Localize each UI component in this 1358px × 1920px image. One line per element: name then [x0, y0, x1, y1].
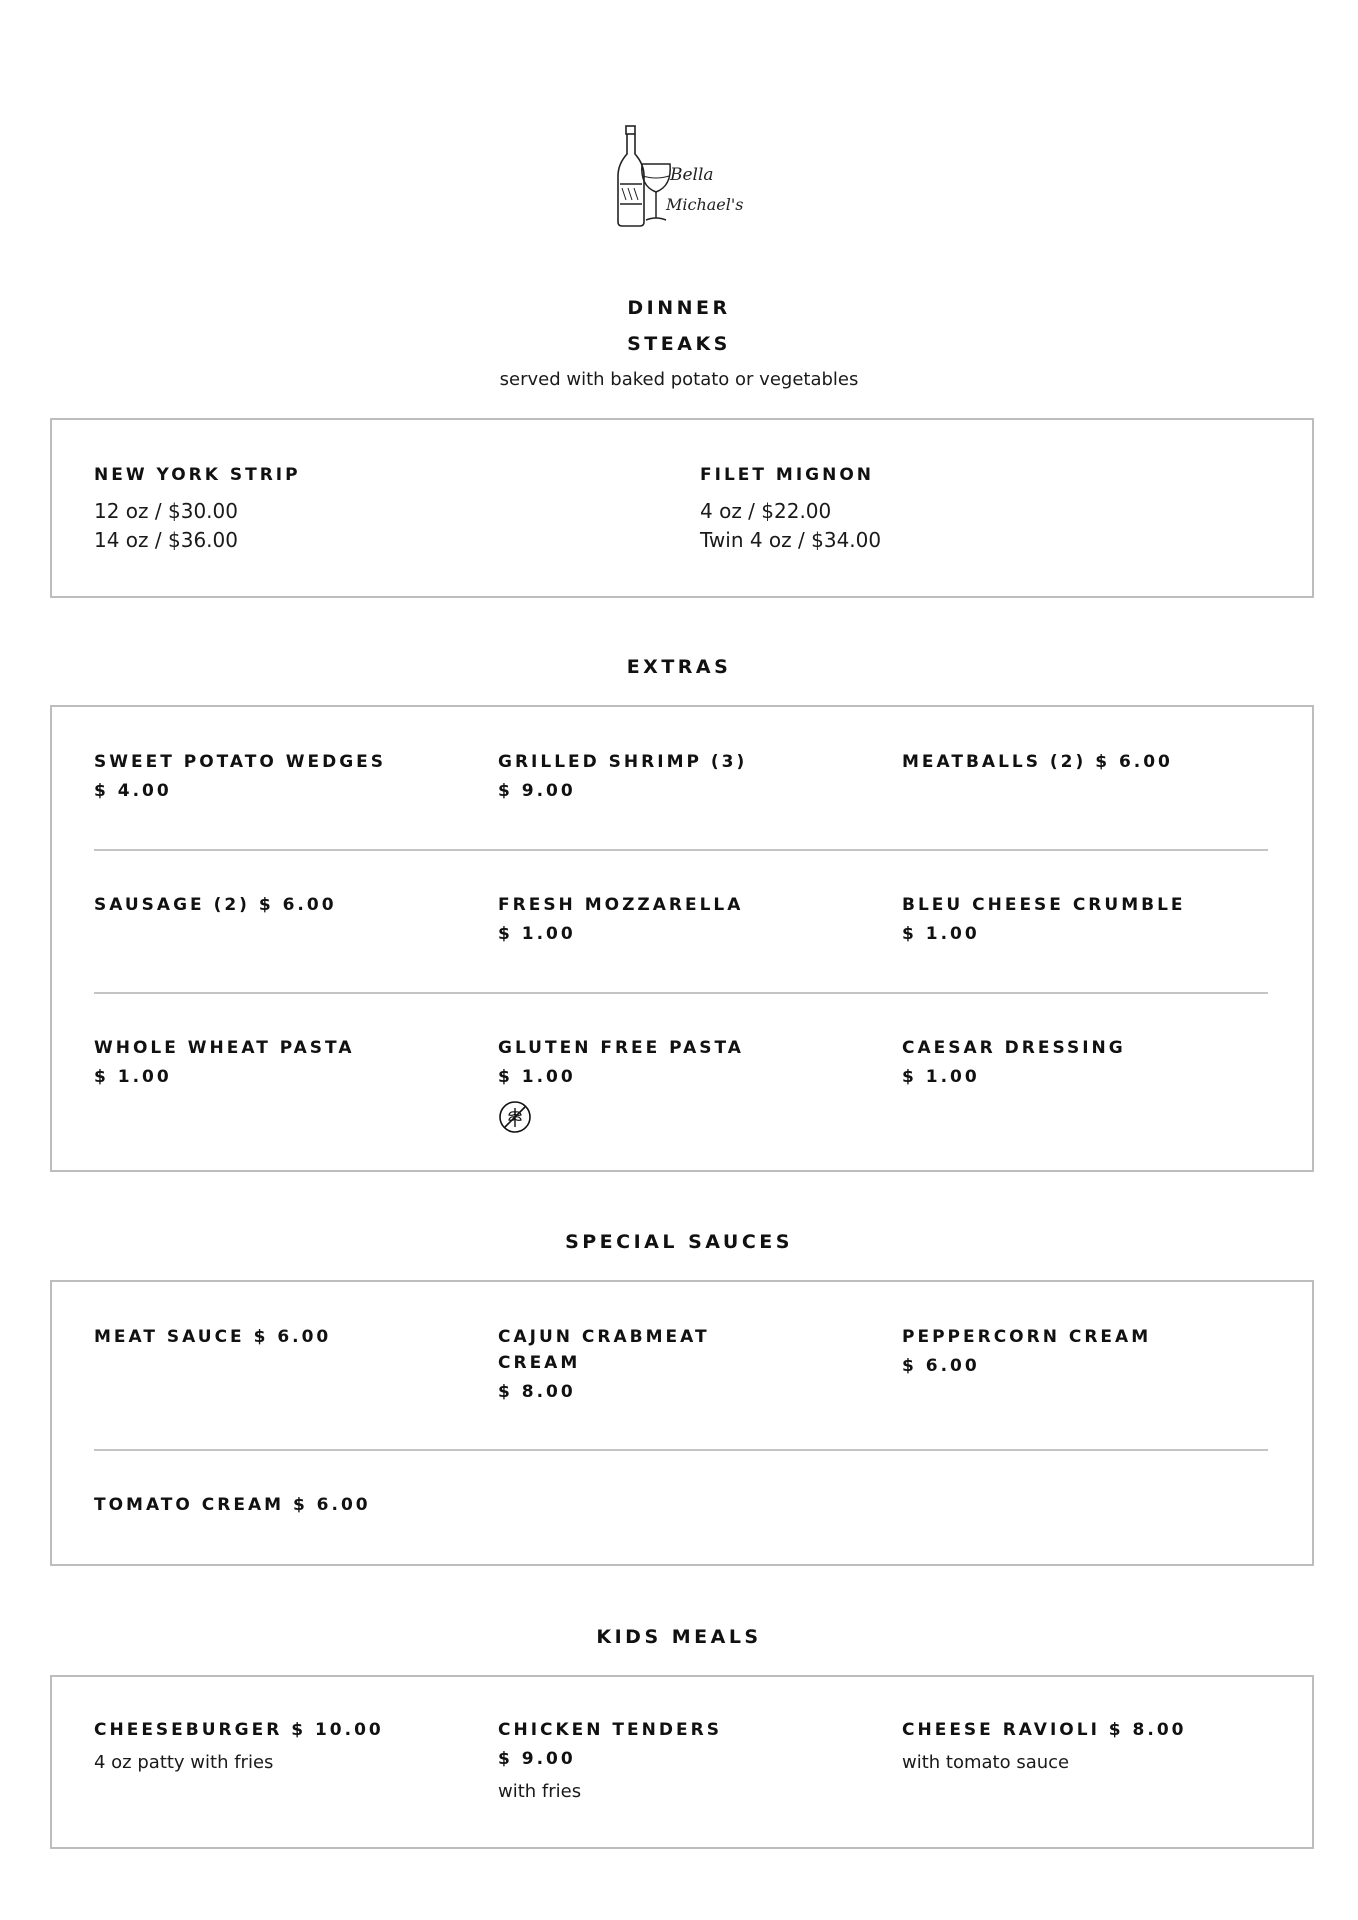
menu-item	[94, 462, 301, 555]
menu-item	[498, 1324, 798, 1405]
item-price: $ 9.00	[498, 781, 576, 801]
sauces-box	[50, 1280, 1314, 1566]
item-name: CAESAR DRESSING	[902, 1038, 1126, 1058]
item-name: WHOLE WHEAT PASTA	[94, 1038, 355, 1058]
item-price: $ 8.00	[498, 1382, 576, 1402]
menu-item	[902, 892, 1186, 947]
menu-item	[700, 462, 881, 555]
kids-box	[50, 1675, 1314, 1849]
item-price: $ 4.00	[94, 781, 172, 801]
menu-item	[902, 1324, 1151, 1379]
row-divider	[94, 992, 1268, 994]
svg-text:Michael's: Michael's	[666, 195, 744, 214]
item-name: SAUSAGE (2) $ 6.00	[94, 895, 337, 915]
item-name: CHEESE RAVIOLI $ 8.00	[902, 1720, 1187, 1740]
item-description: 4 oz patty with fries	[94, 1752, 274, 1773]
section-title-steaks: STEAKS	[627, 333, 731, 355]
menu-item	[498, 749, 747, 804]
item-name: CHICKEN TENDERS	[498, 1720, 722, 1740]
steaks-subtitle: served with baked potato or vegetables	[499, 369, 859, 390]
menu-item	[94, 749, 386, 804]
section-title-kids: KIDS MEALS	[596, 1626, 762, 1648]
menu-item	[94, 1717, 384, 1777]
row-divider	[94, 1449, 1268, 1451]
item-description: with tomato sauce	[902, 1752, 1070, 1773]
item-name: TOMATO CREAM $ 6.00	[94, 1495, 371, 1515]
item-name: BLEU CHEESE CRUMBLE	[902, 895, 1186, 915]
item-price-line: 12 oz / $30.00	[94, 499, 238, 523]
steaks-box	[50, 418, 1314, 598]
item-price: $ 9.00	[498, 1749, 576, 1769]
item-name: CAJUN CRABMEAT CREAM	[498, 1327, 710, 1373]
item-name: GRILLED SHRIMP (3)	[498, 752, 748, 772]
menu-item	[94, 892, 337, 918]
menu-item	[94, 1324, 331, 1350]
item-name: FRESH MOZZARELLA	[498, 895, 744, 915]
item-name: CHEESEBURGER $ 10.00	[94, 1720, 384, 1740]
menu-item	[94, 1035, 354, 1090]
section-title-extras: EXTRAS	[626, 656, 732, 678]
menu-title: DINNER	[627, 297, 731, 319]
gluten-free-icon	[498, 1100, 532, 1134]
item-name: FILET MIGNON	[700, 465, 875, 485]
item-description: with fries	[498, 1781, 582, 1802]
row-divider	[94, 849, 1268, 851]
item-name: MEATBALLS (2) $ 6.00	[902, 752, 1173, 772]
item-price: $ 6.00	[902, 1356, 980, 1376]
menu-item	[498, 1717, 722, 1806]
menu-item	[902, 749, 1173, 775]
item-price-line: Twin 4 oz / $34.00	[700, 528, 882, 552]
menu-item	[498, 892, 743, 947]
restaurant-logo	[612, 124, 752, 230]
item-price: $ 1.00	[94, 1067, 172, 1087]
menu-item	[498, 1035, 744, 1134]
menu-item	[902, 1717, 1187, 1777]
item-name: GLUTEN FREE PASTA	[498, 1038, 744, 1058]
item-price: $ 1.00	[902, 1067, 980, 1087]
section-title-sauces: SPECIAL SAUCES	[565, 1231, 793, 1253]
svg-text:Bella: Bella	[670, 165, 714, 185]
item-price-line: 4 oz / $22.00	[700, 499, 832, 523]
item-price-line: 14 oz / $36.00	[94, 528, 238, 552]
item-price: $ 1.00	[498, 1067, 576, 1087]
menu-item	[94, 1492, 371, 1518]
item-name: PEPPERCORN CREAM	[902, 1327, 1152, 1347]
item-price: $ 1.00	[498, 924, 576, 944]
extras-box	[50, 705, 1314, 1172]
item-name: MEAT SAUCE $ 6.00	[94, 1327, 332, 1347]
item-price: $ 1.00	[902, 924, 980, 944]
item-name: NEW YORK STRIP	[94, 465, 301, 485]
item-name: SWEET POTATO WEDGES	[94, 752, 387, 772]
menu-item	[902, 1035, 1126, 1090]
